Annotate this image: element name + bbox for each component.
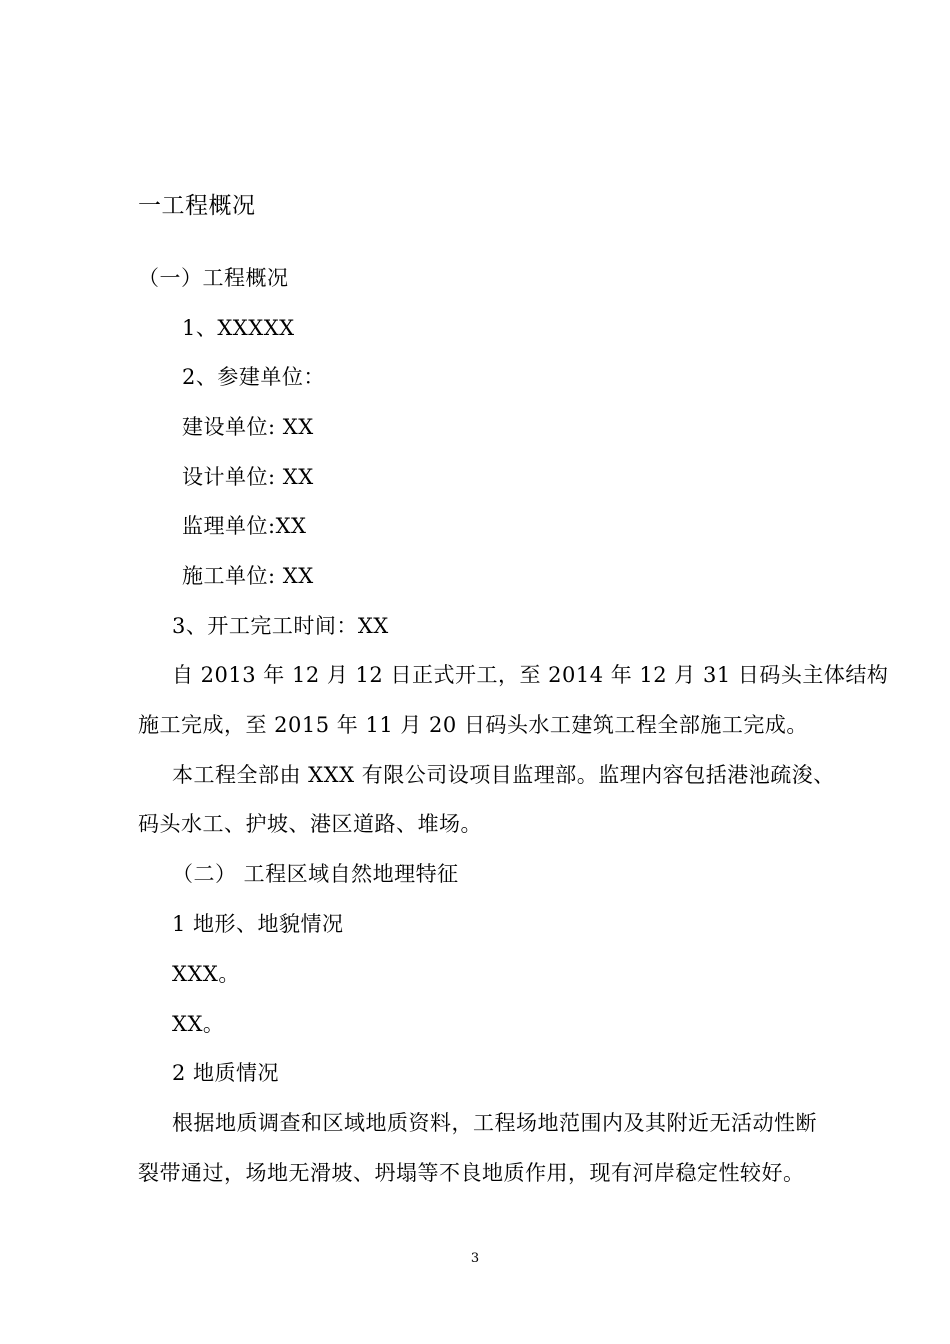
subsection-title: 1 地形、地貌情况 <box>172 912 344 936</box>
list-item: 3、开工完工时间：XX <box>172 614 389 638</box>
unit-line: 监理单位:XX <box>182 514 307 538</box>
section-title: （一）工程概况 <box>138 266 289 290</box>
unit-line: 施工单位: XX <box>182 564 314 588</box>
paragraph-line: XXX。 <box>172 962 240 986</box>
list-item: 1、XXXXX <box>182 316 295 340</box>
section-title: （二） 工程区域自然地理特征 <box>172 862 459 886</box>
page-number: 3 <box>470 1251 480 1266</box>
unit-line: 设计单位: XX <box>182 465 314 489</box>
list-item: 2、参建单位： <box>182 365 325 389</box>
unit-line: 建设单位: XX <box>182 415 314 439</box>
paragraph-line: 本工程全部由 XXX 有限公司设项目监理部。监理内容包括港池疏浚、 <box>172 763 835 787</box>
paragraph-line: 施工完成，至 2015 年 11 月 20 日码头水工建筑工程全部施工完成。 <box>138 713 808 737</box>
paragraph-line: XX。 <box>172 1012 225 1036</box>
paragraph-line: 自 2013 年 12 月 12 日正式开工，至 2014 年 12 月 31 日码头主体结构 <box>172 663 889 687</box>
paragraph-line: 裂带通过，场地无滑坡、坍塌等不良地质作用，现有河岸稳定性较好。 <box>138 1161 805 1185</box>
subsection-title: 2 地质情况 <box>172 1061 280 1085</box>
paragraph-line: 码头水工、护坡、港区道路、堆场。 <box>138 812 482 836</box>
paragraph-line: 根据地质调查和区域地质资料，工程场地范围内及其附近无活动性断 <box>172 1111 817 1135</box>
page-heading: 一工程概况 <box>138 193 256 219</box>
